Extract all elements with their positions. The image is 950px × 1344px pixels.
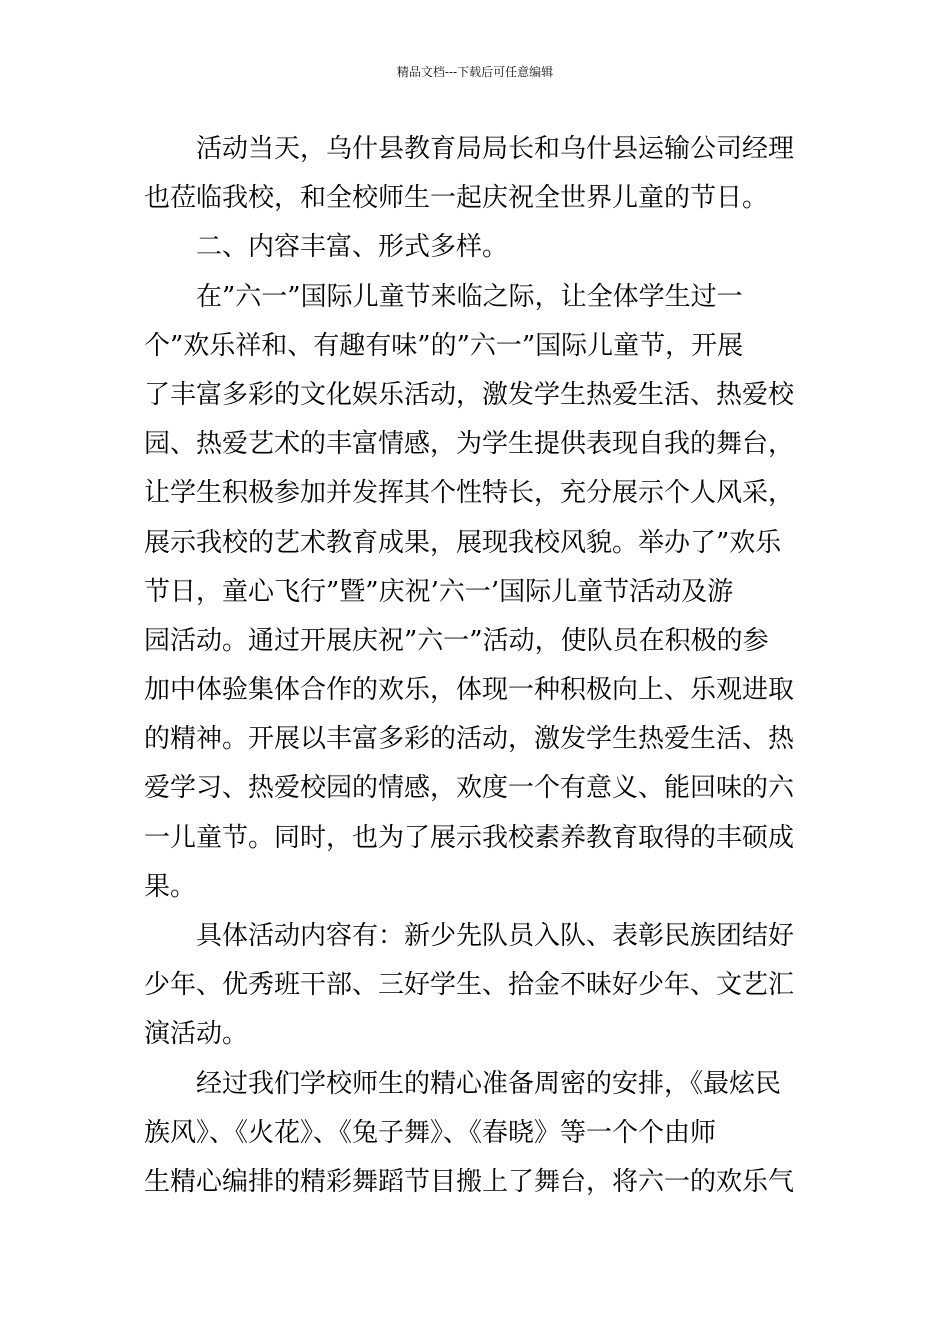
text-line: 的精神。开展以丰富多彩的活动，激发学生热爱生活、热 bbox=[144, 724, 795, 755]
text-line: 爱学习、热爱校园的情感，欢度一个有意义、能回味的六 bbox=[144, 773, 795, 804]
text-line: 了丰富多彩的文化娱乐活动，激发学生热爱生活、热爱校 bbox=[144, 379, 795, 410]
text-line: 演活动。 bbox=[144, 1019, 249, 1050]
text-line: 也莅临我校，和全校师生一起庆祝全世界儿童的节日。 bbox=[144, 183, 769, 214]
text-line: 族风》、《火花》、《兔子舞》、《春晓》等一个个由师 bbox=[144, 1117, 717, 1148]
text-line: 果。 bbox=[144, 871, 197, 902]
paragraph-activities bbox=[144, 273, 810, 912]
section-heading bbox=[144, 223, 810, 272]
text-line: 生精心编排的精彩舞蹈节目搬上了舞台，将六一的欢乐气 bbox=[144, 1166, 795, 1197]
text-line: 园活动。通过开展庆祝”六一”活动，使队员在积极的参 bbox=[144, 625, 769, 656]
text-line: 个”欢乐祥和、有趣有味”的”六一”国际儿童节，开展 bbox=[144, 330, 744, 361]
document-body bbox=[144, 125, 810, 1207]
text-line: 经过我们学校师生的精心准备周密的安排，《最炫民 bbox=[196, 1068, 782, 1099]
text-line: 加中体验集体合作的欢乐，体现一种积极向上、乐观进取 bbox=[144, 675, 795, 706]
text-line: 节日，童心飞行”暨”庆祝’六一’国际儿童节活动及游 bbox=[144, 576, 734, 607]
text-line: 让学生积极参加并发挥其个性特长，充分展示个人风采， bbox=[144, 478, 795, 509]
text-line: 展示我校的艺术教育成果，展现我校风貌。举办了”欢乐 bbox=[144, 527, 782, 558]
text-line: 在”六一”国际儿童节来临之际，让全体学生过一 bbox=[196, 281, 743, 312]
text-line: 具体活动内容有：新少先队员入队、表彰民族团结好 bbox=[196, 921, 795, 951]
text-line: 活动当天，乌什县教育局局长和乌什县运输公司经理 bbox=[196, 134, 795, 164]
paragraph-performances bbox=[144, 1060, 810, 1208]
paragraph-opening-ceremony bbox=[144, 125, 810, 223]
text-line: 园、热爱艺术的丰富情感，为学生提供表现自我的舞台， bbox=[144, 429, 795, 460]
text-line: 少年、优秀班干部、三好学生、拾金不昧好少年、文艺汇 bbox=[144, 970, 795, 1001]
paragraph-activity-content bbox=[144, 912, 810, 1060]
text-line: 一儿童节。同时，也为了展示我校素养教育取得的丰硕成 bbox=[144, 822, 795, 853]
text-line: 二、内容丰富、形式多样。 bbox=[196, 232, 509, 263]
page-header: 精品文档---下载后可任意编辑 bbox=[396, 65, 554, 79]
